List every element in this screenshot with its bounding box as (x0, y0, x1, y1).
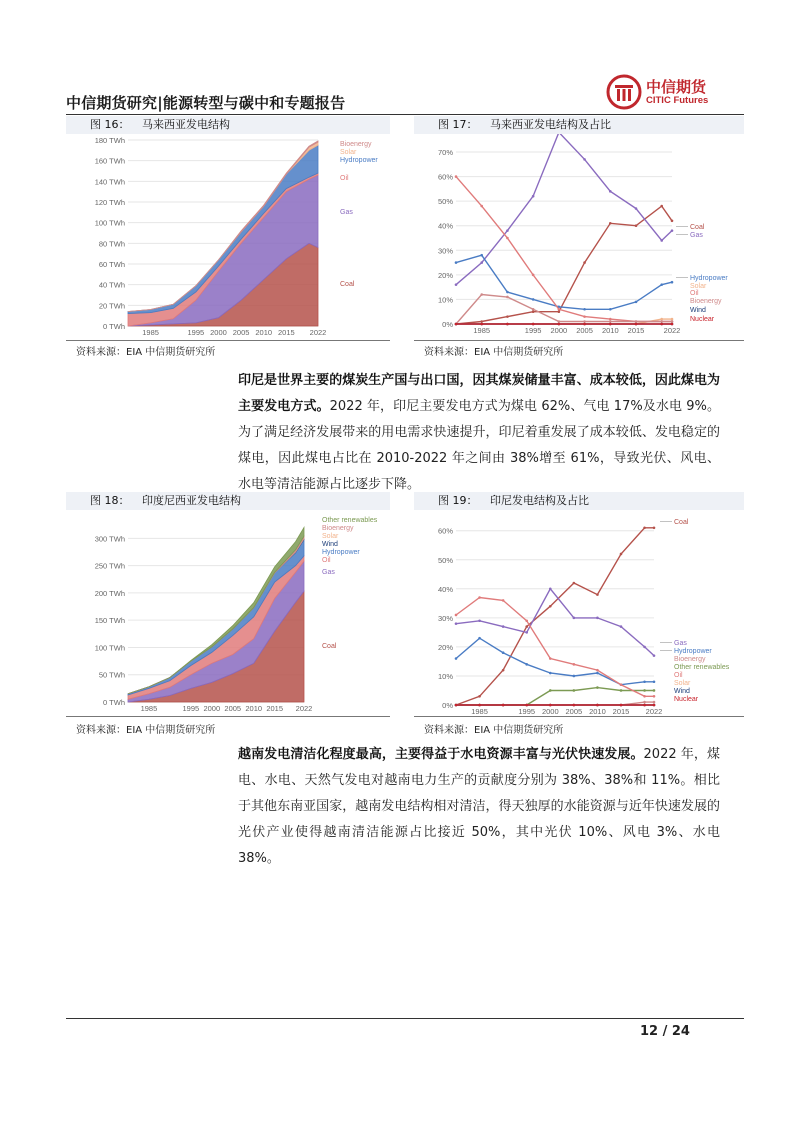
figure-caption (414, 116, 744, 134)
x-tick-label: 1995 (518, 707, 536, 716)
data-point (532, 310, 535, 313)
data-point (502, 669, 505, 672)
data-point (455, 283, 458, 286)
y-tick-label: 10% (437, 671, 453, 681)
data-point (620, 704, 623, 707)
data-point (480, 293, 483, 296)
data-point (573, 582, 576, 585)
data-point (660, 283, 663, 286)
legend-label: Gas (322, 569, 335, 576)
data-point (671, 323, 674, 326)
legend-label: Oil (322, 557, 331, 564)
x-tick-label: 2010 (589, 707, 606, 716)
data-point (609, 323, 612, 326)
figure-source: 资料来源：EIA 中信期货研究所 (76, 347, 216, 358)
data-point (532, 323, 535, 326)
y-tick-label: 200 TWh (94, 588, 125, 598)
x-tick-label: 2022 (295, 704, 313, 713)
x-tick-label: 1985 (142, 328, 159, 337)
data-point (583, 323, 586, 326)
figure-caption (414, 492, 744, 510)
data-point (653, 689, 656, 692)
data-point (455, 622, 458, 625)
x-tick-label: 2000 (541, 707, 559, 716)
y-tick-label: 50% (437, 555, 453, 565)
data-point (583, 315, 586, 318)
legend-label: Coal (340, 281, 355, 288)
data-point (583, 320, 586, 323)
data-point (478, 695, 481, 698)
paragraph-body: 2022 年，印尼主要发电方式为煤电 62%、气电 17%及水电 9%。为了满足经济发展带来的用电需求快速提升，印尼着重发展了成本较低、发电稳定的煤电，因此煤电占比在 2010-2022 年之间由 38%增至 61%，导致光伏、风电、水电等清洁能源占比逐步下降。 (238, 399, 720, 492)
data-point (660, 323, 663, 326)
data-point (532, 195, 535, 198)
x-tick-label: 2005 (565, 707, 583, 716)
data-point (635, 207, 638, 210)
data-point (455, 704, 458, 707)
x-tick-label: 2010 (601, 326, 619, 335)
data-point (502, 704, 505, 707)
legend-label: Solar (690, 283, 707, 290)
data-point (573, 617, 576, 620)
data-point (549, 672, 552, 675)
legend-label: Nuclear (690, 316, 715, 323)
y-tick-label: 80 TWh (98, 239, 125, 249)
data-point (478, 704, 481, 707)
line-coal (456, 528, 654, 705)
data-point (671, 318, 674, 321)
data-point (558, 310, 561, 313)
data-point (653, 527, 656, 530)
data-point (583, 158, 586, 161)
data-point (502, 651, 505, 654)
y-tick-label: 100 TWh (94, 643, 125, 653)
paragraph-body: 2022 年，煤电、水电、天然气发电对越南电力生产的贡献度分别为 38%、38%和 11%。相比于其他东南亚国家，越南发电结构相对清洁，得天独厚的水能资源与近年快速发展的光伏产业使得越南清洁能源占比接近 50%，其中光伏 10%、风电 3%、水电 38%。 (238, 747, 720, 866)
y-tick-label: 160 TWh (94, 156, 125, 166)
data-point (596, 704, 599, 707)
data-point (549, 657, 552, 660)
y-tick-label: 30% (437, 613, 453, 623)
legend-label: Oil (674, 672, 683, 679)
data-point (558, 320, 561, 323)
y-tick-label: 40% (437, 584, 453, 594)
data-point (643, 701, 646, 704)
x-tick-label: 1985 (140, 704, 158, 713)
legend-label: Other renewables (322, 517, 378, 524)
figure-title: 印度尼西亚发电结构 (142, 494, 241, 507)
data-point (506, 296, 509, 299)
data-point (525, 625, 528, 628)
data-point (620, 625, 623, 628)
figure-title: 印尼发电结构及占比 (490, 494, 589, 507)
data-point (620, 683, 623, 686)
legend-label: Hydropower (690, 275, 728, 282)
legend-label: Bioenergy (690, 298, 722, 305)
data-point (653, 654, 656, 657)
legend-label: Bioenergy (674, 656, 706, 663)
x-tick-label: 2022 (309, 328, 327, 337)
data-point (671, 281, 674, 284)
legend-label: Gas (674, 640, 687, 647)
data-point (573, 675, 576, 678)
data-point (643, 689, 646, 692)
data-point (480, 323, 483, 326)
data-point (532, 298, 535, 301)
data-point (653, 695, 656, 698)
data-point (478, 637, 481, 640)
x-tick-label: 1985 (473, 326, 491, 335)
x-tick-label: 2005 (576, 326, 593, 335)
y-tick-label: 120 TWh (94, 198, 125, 207)
data-point (558, 323, 561, 326)
data-point (643, 527, 646, 530)
legend-label: Bioenergy (322, 525, 354, 532)
paragraph-vietnam (238, 742, 720, 872)
y-tick-label: 140 TWh (94, 177, 125, 187)
data-point (635, 320, 638, 323)
data-point (596, 686, 599, 689)
data-point (660, 239, 663, 242)
figure-number: 图 17： (438, 118, 478, 131)
data-point (455, 175, 458, 178)
x-tick-label: 2015 (277, 328, 295, 337)
legend-label: Wind (674, 688, 690, 695)
x-tick-label: 1985 (471, 707, 488, 716)
legend-label: Oil (690, 290, 699, 297)
figure-number: 图 19： (438, 494, 478, 507)
y-tick-label: 60% (437, 172, 453, 182)
data-point (635, 224, 638, 227)
paragraph-indonesia (238, 368, 720, 498)
y-tick-label: 250 TWh (94, 561, 125, 571)
legend-label: Nuclear (674, 696, 699, 703)
data-point (506, 323, 509, 326)
legend-label: Oil (340, 175, 349, 182)
figure-number: 图 18： (90, 494, 130, 507)
x-tick-label: 2010 (255, 328, 273, 337)
legend-label: Other renewables (674, 664, 730, 671)
data-point (525, 704, 528, 707)
data-point (532, 308, 535, 311)
data-point (596, 672, 599, 675)
y-tick-label: 50 TWh (98, 670, 125, 680)
y-tick-label: 20% (437, 270, 453, 280)
data-point (480, 320, 483, 323)
data-point (609, 190, 612, 193)
data-point (573, 704, 576, 707)
malaysia-generation-area-chart (66, 134, 390, 340)
data-point (506, 237, 509, 240)
y-tick-label: 30% (437, 246, 453, 256)
x-tick-label: 2015 (612, 707, 630, 716)
data-point (660, 205, 663, 208)
report-title: 中信期货研究|能源转型与碳中和专题报告 (66, 94, 346, 112)
data-point (455, 261, 458, 264)
figure-source: 资料来源：EIA 中信期货研究所 (76, 725, 216, 736)
data-point (596, 617, 599, 620)
legend-label: Hydropower (674, 648, 712, 655)
data-point (480, 254, 483, 257)
legend-label: Gas (340, 209, 353, 216)
data-point (506, 315, 509, 318)
data-point (596, 593, 599, 596)
figure-number: 图 16： (90, 118, 130, 131)
data-point (549, 704, 552, 707)
data-point (609, 318, 612, 321)
data-point (525, 619, 528, 622)
figure-title: 马来西亚发电结构及占比 (490, 118, 611, 131)
data-point (502, 599, 505, 602)
data-point (660, 320, 663, 323)
data-point (506, 229, 509, 232)
data-point (635, 323, 638, 326)
y-tick-label: 300 TWh (94, 534, 125, 544)
data-point (660, 318, 663, 321)
data-point (635, 301, 638, 304)
data-point (573, 663, 576, 666)
legend-label: Solar (674, 680, 691, 687)
data-point (609, 308, 612, 311)
y-tick-label: 20% (437, 642, 453, 652)
line-gas (456, 134, 672, 285)
y-tick-label: 0% (442, 701, 453, 710)
citic-logo-icon (606, 74, 642, 110)
figure-17 (414, 116, 744, 341)
data-point (643, 680, 646, 683)
data-point (532, 274, 535, 277)
x-tick-label: 1995 (182, 704, 200, 713)
data-point (671, 229, 674, 232)
y-tick-label: 40 TWh (98, 280, 125, 290)
x-tick-label: 2005 (224, 704, 242, 713)
malaysia-share-line-chart (414, 134, 744, 340)
y-tick-label: 180 TWh (94, 136, 125, 145)
data-point (671, 320, 674, 323)
legend-label: Gas (690, 232, 703, 239)
y-tick-label: 20 TWh (98, 301, 125, 311)
header-divider (66, 114, 744, 115)
data-point (596, 669, 599, 672)
data-point (653, 701, 656, 704)
legend-label: Bioenergy (340, 141, 372, 148)
data-point (549, 689, 552, 692)
figure-title: 马来西亚发电结构 (142, 118, 230, 131)
x-tick-label: 1995 (187, 328, 205, 337)
x-tick-label: 1995 (524, 326, 542, 335)
indonesia-share-line-chart (414, 510, 744, 716)
y-tick-label: 10% (437, 295, 453, 305)
y-tick-label: 0% (442, 320, 453, 329)
y-tick-label: 150 TWh (94, 616, 125, 626)
figure-caption (66, 116, 390, 134)
legend-label: Wind (322, 541, 338, 548)
data-point (455, 323, 458, 326)
data-point (573, 689, 576, 692)
citic-futures-logo (606, 74, 746, 110)
figure-18 (66, 492, 390, 717)
y-tick-label: 70% (437, 148, 453, 157)
y-tick-label: 40% (437, 221, 453, 231)
x-tick-label: 2015 (266, 704, 284, 713)
indonesia-generation-area-chart (66, 510, 390, 716)
legend-label: Coal (690, 224, 705, 231)
x-tick-label: 2005 (232, 328, 250, 337)
legend-label: Wind (690, 307, 706, 314)
data-point (506, 291, 509, 294)
data-point (525, 663, 528, 666)
data-point (609, 222, 612, 225)
figure-19 (414, 492, 744, 717)
x-tick-label: 2010 (245, 704, 263, 713)
data-point (609, 320, 612, 323)
data-point (478, 619, 481, 622)
data-point (558, 308, 561, 311)
legend-label: Coal (674, 519, 689, 526)
line-hydropower (456, 638, 654, 685)
figure-source: 资料来源：EIA 中信期货研究所 (424, 347, 564, 358)
data-point (478, 596, 481, 599)
figure-caption (66, 492, 390, 510)
data-point (480, 261, 483, 264)
data-point (583, 308, 586, 311)
data-point (455, 614, 458, 617)
y-tick-label: 60 TWh (98, 260, 125, 269)
legend-label: Solar (340, 149, 357, 156)
paragraph-lead: 印尼是世界主要的煤炭生产国与出口国，因其煤炭储量丰富、成本较低，因此煤电为主要发电方式。 (238, 373, 720, 414)
data-point (643, 704, 646, 707)
data-point (620, 553, 623, 556)
data-point (583, 261, 586, 264)
logo-text-en: CITIC Futures (646, 95, 709, 106)
footer-divider (66, 1018, 744, 1019)
x-tick-label: 2000 (550, 326, 568, 335)
data-point (480, 205, 483, 208)
figure-source: 资料来源：EIA 中信期货研究所 (424, 725, 564, 736)
data-point (502, 625, 505, 628)
x-tick-label: 2022 (645, 707, 663, 716)
data-point (549, 605, 552, 608)
y-tick-label: 50% (437, 197, 453, 207)
page-number: 12 / 24 (640, 1024, 690, 1039)
x-tick-label: 2022 (663, 326, 681, 335)
logo-text-cn: 中信期货 (646, 78, 707, 96)
data-point (620, 689, 623, 692)
data-point (455, 657, 458, 660)
paragraph-lead: 越南发电清洁化程度最高，主要得益于水电资源丰富与光伏快速发展。 (238, 747, 644, 762)
y-tick-label: 100 TWh (94, 218, 125, 228)
data-point (549, 588, 552, 591)
legend-label: Hydropower (340, 157, 378, 164)
y-tick-label: 60% (437, 526, 453, 536)
y-tick-label: 0 TWh (103, 698, 125, 707)
data-point (653, 680, 656, 683)
x-tick-label: 2015 (627, 326, 645, 335)
data-point (653, 704, 656, 707)
x-tick-label: 2000 (203, 704, 221, 713)
x-tick-label: 2000 (210, 328, 227, 337)
legend-label: Coal (322, 643, 337, 650)
legend-label: Solar (322, 533, 339, 540)
data-point (671, 220, 674, 223)
data-point (643, 695, 646, 698)
legend-label: Hydropower (322, 549, 360, 556)
figure-16 (66, 116, 390, 341)
y-tick-label: 0 TWh (103, 322, 125, 331)
data-point (643, 646, 646, 649)
data-point (525, 631, 528, 634)
